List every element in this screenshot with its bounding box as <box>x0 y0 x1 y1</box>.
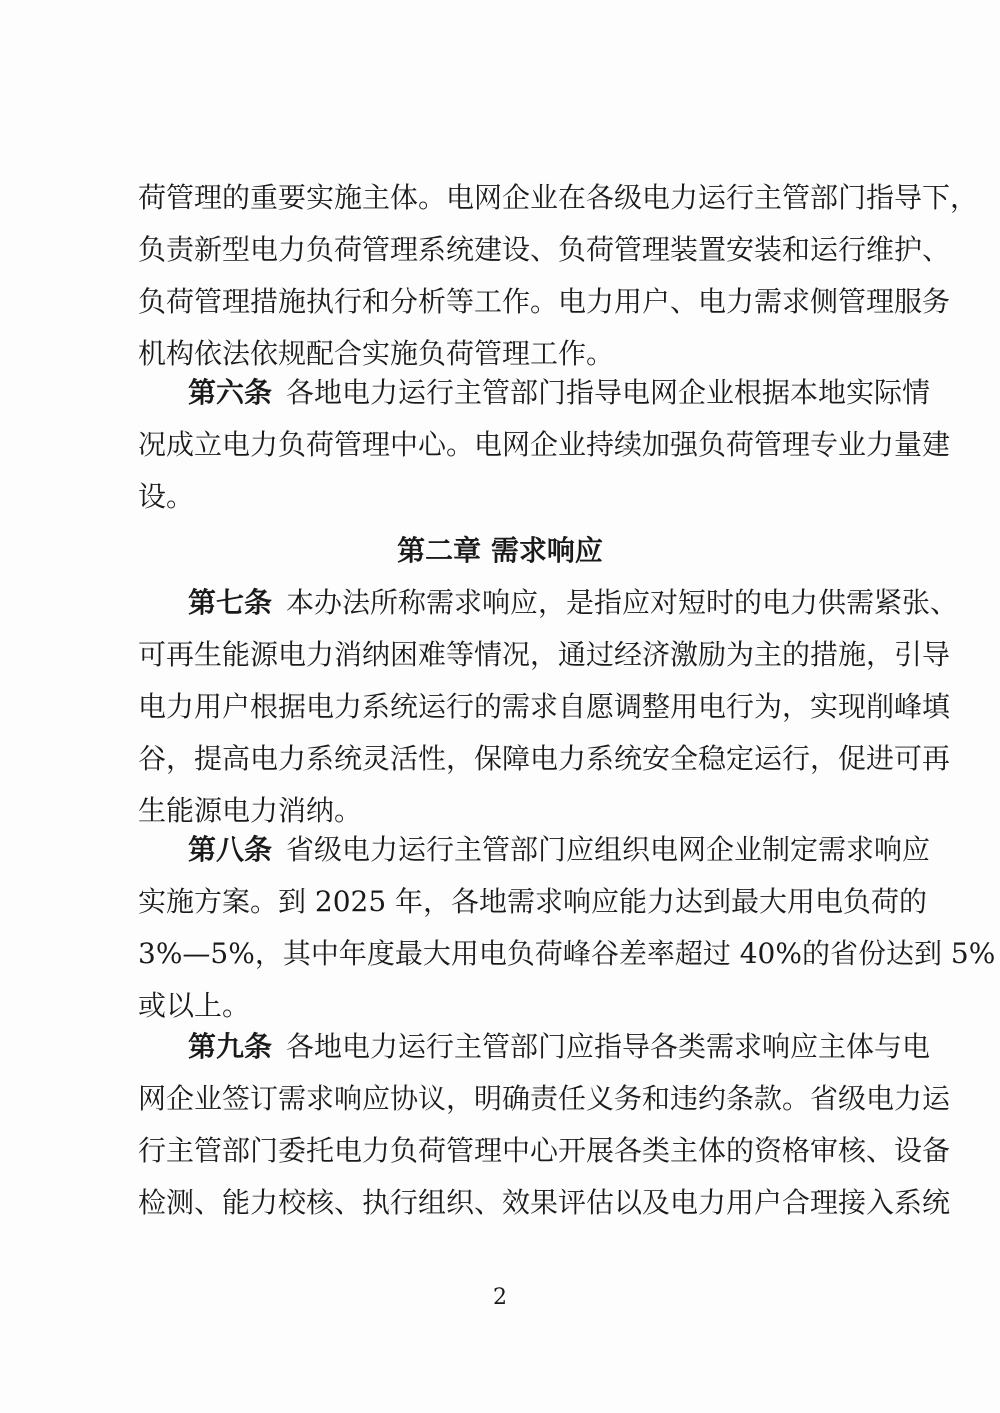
art9-label: 第九条 <box>188 1030 273 1063</box>
art7-label: 第七条 <box>188 586 273 619</box>
art8-first-line-text: 省级电力运行主管部门应组织电网企业制定需求响应 <box>286 833 931 866</box>
art7-line-4: 谷，提高电力系统灵活性，保障电力系统安全稳定运行，促进可再 <box>138 742 951 775</box>
page-number: 2 <box>493 1285 507 1310</box>
art7-first-line-text: 本办法所称需求响应，是指应对短时的电力供需紧张、 <box>286 586 959 619</box>
art9-line-2: 网企业签订需求响应协议，明确责任义务和违约条款。省级电力运 <box>138 1082 951 1115</box>
art7-line-1 <box>188 583 959 623</box>
art6-label: 第六条 <box>188 376 273 409</box>
p1-line-2: 负责新型电力负荷管理系统建设、负荷管理装置安装和运行维护、 <box>138 233 951 266</box>
art8-line-2: 实施方案。到 2025 年，各地需求响应能力达到最大用电负荷的 <box>138 885 928 918</box>
art6-first-line-text: 各地电力运行主管部门指导电网企业根据本地实际情 <box>286 376 931 409</box>
art8-line-4: 或以上。 <box>138 989 251 1022</box>
p1-line-1: 荷管理的重要实施主体。电网企业在各级电力运行主管部门指导下， <box>138 181 979 214</box>
art6-line-1 <box>188 373 931 413</box>
art9-first-line-text: 各地电力运行主管部门应指导各类需求响应主体与电 <box>286 1030 931 1063</box>
art9-line-1 <box>188 1027 931 1067</box>
art7-line-2: 可再生能源电力消纳困难等情况，通过经济激励为主的措施，引导 <box>138 638 951 671</box>
art6-gap <box>272 376 286 409</box>
art8-line-1 <box>188 830 931 870</box>
art6-line-3: 设。 <box>138 480 195 513</box>
art9-line-4: 检测、能力校核、执行组织、效果评估以及电力用户合理接入系统 <box>138 1186 951 1219</box>
art7-line-5: 生能源电力消纳。 <box>138 794 363 827</box>
art8-line-3: 3%—5%，其中年度最大用电负荷峰谷差率超过 40%的省份达到 5% <box>138 937 996 970</box>
p1-line-3: 负荷管理措施执行和分析等工作。电力用户、电力需求侧管理服务 <box>138 285 951 318</box>
art8-gap <box>272 833 286 866</box>
p1-line-4: 机构依法依规配合实施负荷管理工作。 <box>138 337 615 370</box>
art6-line-2: 况成立电力负荷管理中心。电网企业持续加强负荷管理专业力量建 <box>138 428 951 461</box>
art9-line-3: 行主管部门委托电力负荷管理中心开展各类主体的资格审核、设备 <box>138 1134 951 1167</box>
art9-gap <box>272 1030 286 1063</box>
art7-gap <box>272 586 286 619</box>
art8-label: 第八条 <box>188 833 273 866</box>
chapter-heading: 第二章 需求响应 <box>397 534 603 567</box>
art7-line-3: 电力用户根据电力系统运行的需求自愿调整用电行为，实现削峰填 <box>138 690 951 723</box>
